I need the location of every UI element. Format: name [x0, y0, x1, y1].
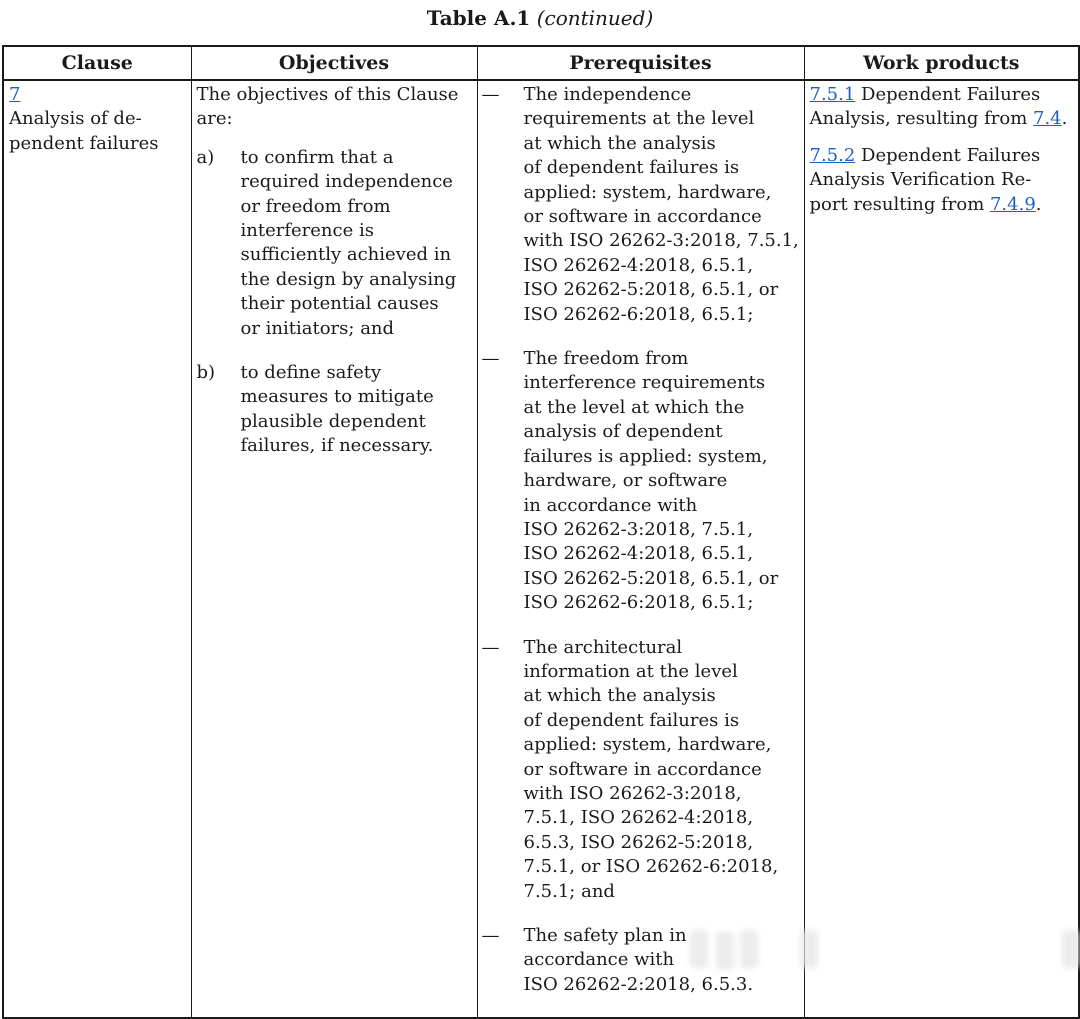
work-product-text: port resulting from: [809, 193, 990, 215]
objective-line: or initiators; and: [240, 317, 395, 339]
clause-cell: [3, 80, 191, 1018]
caption-continued: (continued): [536, 6, 654, 30]
header-work-products: Work products: [804, 46, 1079, 80]
prerequisite-line: of dependent failures is: [523, 157, 740, 179]
objective-line: or freedom from: [240, 195, 391, 217]
clause-title-line1: Analysis of de-: [9, 108, 142, 130]
header-objectives: Objectives: [191, 46, 477, 80]
prerequisite-line: ISO 26262-6:2018, 6.5.1;: [523, 592, 754, 614]
work-products-cell: [804, 80, 1079, 1018]
prerequisite-line: hardware, or software: [523, 470, 728, 492]
work-product-text: Dependent Failures: [855, 144, 1041, 166]
prerequisite-line: information at the level: [523, 660, 738, 682]
objective-marker: b): [196, 362, 216, 384]
header-row: [3, 46, 1079, 80]
prerequisite-line: accordance with: [523, 949, 675, 971]
objective-line: to define safety: [240, 362, 382, 384]
prerequisite-line: ISO 26262-3:2018, 7.5.1,: [523, 518, 754, 540]
dash-marker: —: [481, 84, 500, 105]
objective-line: plausible dependent: [240, 410, 426, 432]
objective-line: required independence: [240, 171, 453, 193]
prerequisite-line: analysis of dependent: [523, 421, 723, 443]
objectives-intro-line2: are:: [196, 108, 233, 130]
watermark-smudge: [740, 930, 758, 968]
objective-line: sufficiently achieved in: [240, 244, 452, 266]
prerequisite-line: ISO 26262-2:2018, 6.5.3.: [523, 973, 754, 995]
objective-line: their potential causes: [240, 293, 439, 315]
work-product-ref-link[interactable]: 7.5.2: [809, 144, 856, 166]
objective-line: measures to mitigate: [240, 386, 434, 408]
prerequisite-line: The architectural: [523, 636, 683, 658]
prerequisite-item: [478, 347, 800, 615]
watermark-smudge: [716, 932, 734, 970]
clause-title-line2: pendent failures: [9, 132, 159, 154]
work-product-item: [810, 144, 1075, 217]
clause-link[interactable]: 7: [9, 84, 21, 105]
prerequisite-line: The safety plan in: [523, 925, 687, 946]
objectives-cell: [191, 80, 477, 1018]
objective-line: the design by analysing: [240, 268, 457, 290]
table-caption: [0, 4, 1080, 32]
prerequisite-line: or software in accordance: [523, 206, 762, 228]
objectives-list: [197, 146, 473, 459]
prerequisite-line: ISO 26262-5:2018, 6.5.1, or: [523, 567, 779, 589]
prerequisite-line: 7.5.1, ISO 26262-4:2018,: [523, 807, 754, 829]
work-product-text: Analysis Verification Re-: [809, 169, 1032, 191]
work-product-source-link[interactable]: 7.4.9: [989, 193, 1036, 215]
objective-item: [197, 361, 473, 459]
work-product-text: Dependent Failures: [855, 84, 1041, 105]
requirements-table: [2, 45, 1080, 1019]
work-product-source-link[interactable]: 7.4: [1033, 108, 1062, 130]
prerequisite-line: in accordance with: [523, 494, 698, 516]
prerequisite-line: 7.5.1; and: [523, 880, 615, 902]
work-product-item: [810, 83, 1075, 132]
prerequisite-line: at which the analysis: [523, 685, 716, 707]
prerequisite-line: applied: system, hardware,: [523, 181, 772, 203]
objectives-intro-line1: The objectives of this Clause: [196, 84, 459, 105]
work-product-text: .: [1035, 193, 1042, 215]
prerequisites-list: [478, 83, 800, 997]
prerequisite-line: The independence: [523, 84, 692, 105]
objective-line: failures, if necessary.: [240, 435, 434, 457]
prerequisite-line: or software in accordance: [523, 758, 762, 780]
prerequisite-line: at which the analysis: [523, 132, 716, 154]
prerequisite-item: [478, 636, 800, 904]
dash-marker: —: [481, 348, 500, 370]
dash-marker: —: [481, 636, 500, 658]
prerequisite-line: 6.5.3, ISO 26262-5:2018,: [523, 831, 754, 853]
prerequisite-line: at the level at which the: [523, 396, 745, 418]
work-product-ref-link[interactable]: 7.5.1: [809, 84, 856, 105]
caption-number: Table A.1: [426, 6, 531, 30]
prerequisite-line: ISO 26262-5:2018, 6.5.1, or: [523, 279, 779, 301]
work-product-text: .: [1061, 108, 1068, 130]
watermark-smudge: [800, 930, 818, 968]
header-prerequisites: Prerequisites: [477, 46, 804, 80]
prerequisite-item: [478, 83, 800, 327]
prerequisite-line: ISO 26262-4:2018, 6.5.1,: [523, 254, 754, 276]
work-product-text: Analysis, resulting from: [809, 108, 1033, 130]
watermark-smudge: [690, 930, 708, 968]
header-clause: Clause: [3, 46, 191, 80]
prerequisites-cell: [477, 80, 804, 1018]
prerequisite-line: ISO 26262-6:2018, 6.5.1;: [523, 303, 754, 325]
objective-item: [197, 146, 473, 341]
objective-line: interference is: [240, 220, 374, 242]
prerequisite-line: requirements at the level: [523, 108, 755, 130]
prerequisite-line: ISO 26262-4:2018, 6.5.1,: [523, 543, 754, 565]
table-row: [3, 80, 1079, 1018]
prerequisite-line: interference requirements: [523, 372, 766, 394]
prerequisite-line: with ISO 26262-3:2018, 7.5.1,: [523, 230, 799, 252]
objective-marker: a): [196, 146, 215, 168]
dash-marker: —: [481, 925, 500, 946]
prerequisite-line: applied: system, hardware,: [523, 734, 772, 756]
watermark-smudge: [1062, 930, 1080, 968]
prerequisite-line: The freedom from: [523, 348, 689, 370]
objective-line: to confirm that a: [240, 146, 394, 168]
prerequisite-line: 7.5.1, or ISO 26262-6:2018,: [523, 856, 779, 878]
prerequisite-line: of dependent failures is: [523, 709, 740, 731]
prerequisite-line: failures is applied: system,: [523, 445, 768, 467]
prerequisite-line: with ISO 26262-3:2018,: [523, 782, 742, 804]
